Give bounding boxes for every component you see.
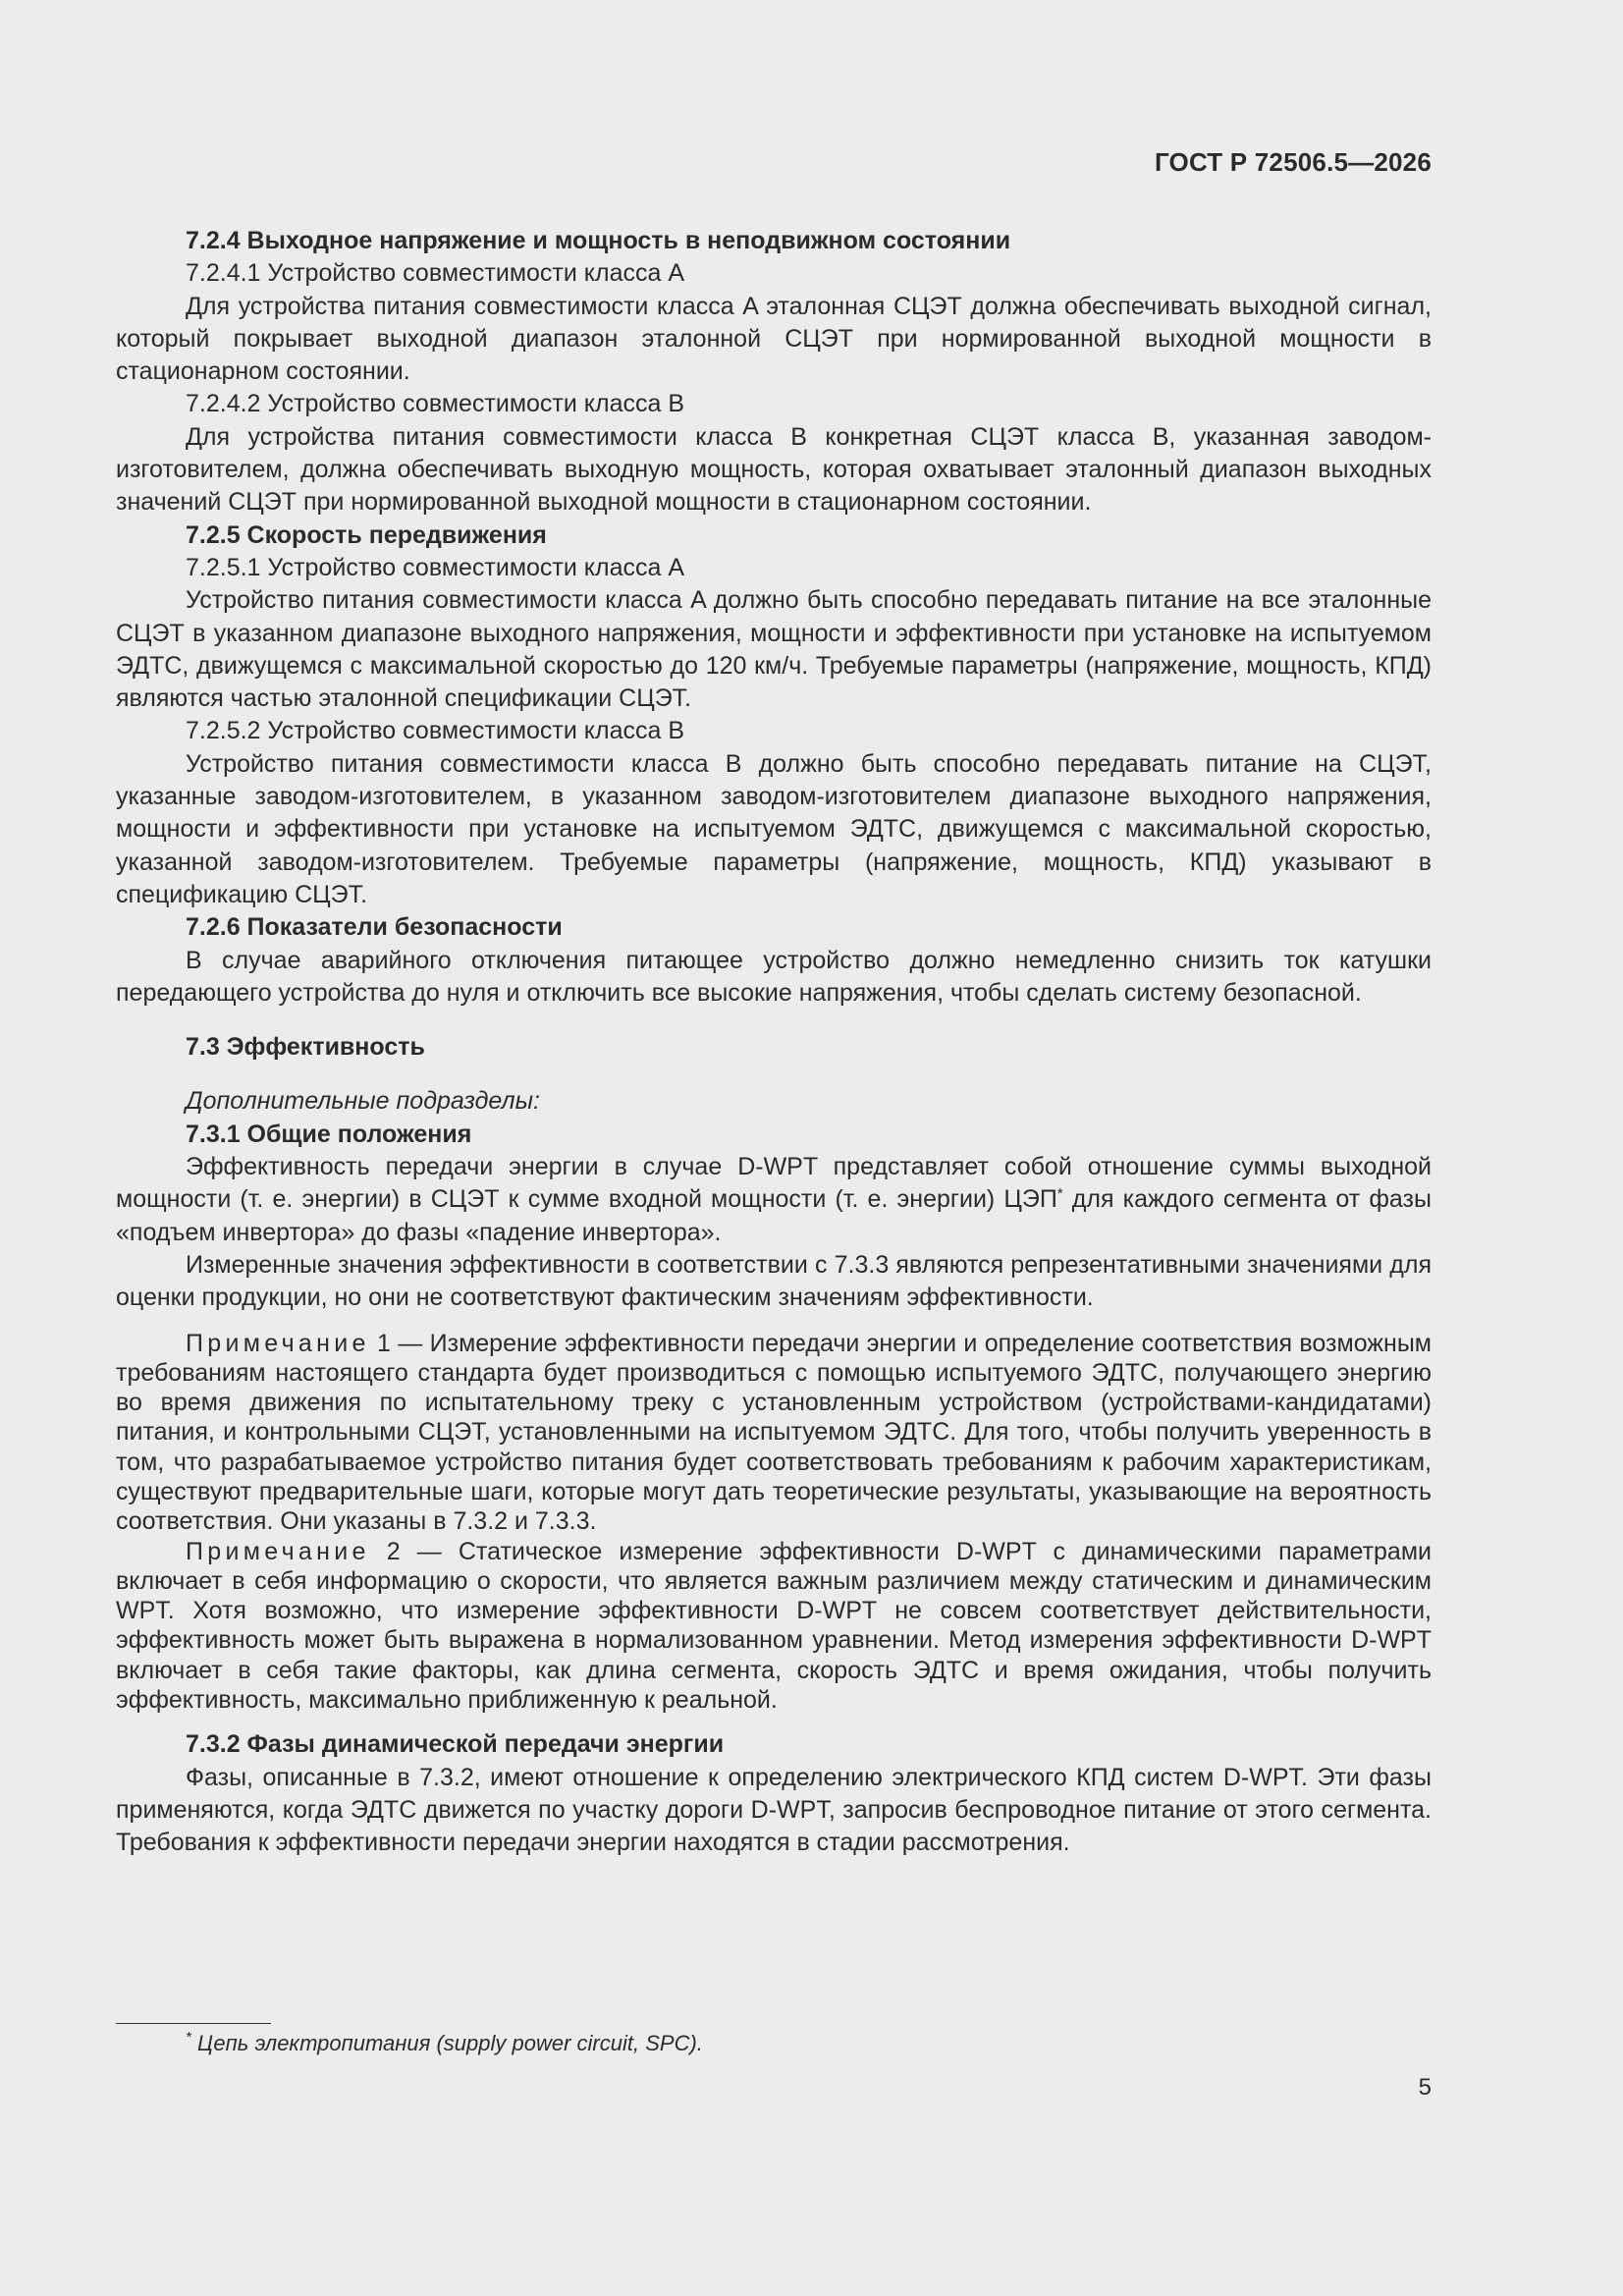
heading-7-2-6: 7.2.6 Показатели безопасности (186, 913, 563, 942)
footnote-ref-mark: * (1056, 1185, 1063, 1203)
heading-7-3: 7.3 Эффективность (186, 1033, 425, 1062)
footnote-separator (116, 2023, 271, 2024)
paragraph-7-3-1-b: Измеренные значения эффективности в соответствии с 7.3.3 являются репрезентативными значениями для оценки продукции, но они не соответствуют фактическим значениям эффективности. (116, 1250, 1432, 1312)
page-body (116, 225, 1432, 1860)
note-2-text: 2 — Статическое измерение эффективности D-WPT с динамическими параметрами включает в себя информацию о скорости, что является важным различием между статическим и динамическим WPT. Хотя возможно, что измерение эффективности D-WPT не совсем соответствует действительности, эффективность может быть выражена в нормализованном уравнении. Метод измерения эффективности D-WPT включает в себя такие факторы, как длина сегмента, скорость ЭДТС и время ожидания, чтобы получить эффективность, максимально приближенную к реальной. (116, 1537, 1432, 1715)
note-2-label: Примечание (186, 1537, 370, 1565)
subheading-7-2-5-2: 7.2.5.2 Устройство совместимости класса B (186, 717, 685, 745)
paragraph-7-2-6: В случае аварийного отключения питающее устройство должно немедленно снизить ток катушки передающего устройства до нуля и отключить все высокие напряжения, чтобы сделать систему безопасной. (116, 946, 1432, 1007)
subheading-7-2-4-2: 7.2.4.2 Устройство совместимости класса B (186, 390, 685, 418)
paragraph-7-3-1-a-tail: для каждого сегмента от фазы «подъем инвертора» до фазы «падение инвертора». (116, 1185, 1432, 1246)
paragraph-7-3-1-a-text: Эффективность передачи энергии в случае D-WPT представляет собой отношение суммы выходной мощности (т. е. энергии) в СЦЭТ к сумме входной мощности (т. е. энергии) ЦЭП (116, 1153, 1432, 1214)
note-1-text: 1 — Измерение эффективности передачи энергии и определение соответствия возможным требованиям настоящего стандарта будет производиться с помощью испытуемого ЭДТС, получающего энергию во время движения по испытательному треку с установленным устройством (устройствами-кандидатами) питания, и контрольными СЦЭТ, установленными на испытуемом ЭДТС. Для того, чтобы получить уверенность в том, что разрабатываемое устройство питания будет соответствовать требованиям к рабочим характеристикам, существуют предварительные шаги, которые могут дать теоретические результаты, указывающие на вероятность соответствия. Они указаны в 7.3.2 и 7.3.3. (116, 1329, 1432, 1536)
page-number: 5 (1418, 2074, 1432, 2101)
heading-7-2-5: 7.2.5 Скорость передвижения (186, 520, 547, 549)
paragraph-7-2-4-1: Для устройства питания совместимости класса A эталонная СЦЭТ должна обеспечивать выходной сигнал, который покрывает выходной диапазон эталонной СЦЭТ при нормированной выходной мощности в стационарном состоянии. (116, 292, 1432, 386)
footnote (186, 2031, 703, 2056)
additional-subsections-label: Дополнительные подразделы: (186, 1087, 540, 1116)
heading-7-3-2: 7.3.2 Фазы динамической передачи энергии (186, 1730, 725, 1759)
heading-7-3-1: 7.3.1 Общие положения (186, 1120, 472, 1148)
paragraph-7-2-4-2: Для устройства питания совместимости класса B конкретная СЦЭТ класса B, указанная заводом-изготовителем, должна обеспечивать выходную мощность, которая охватывает эталонный диапазон выходных значений СЦЭТ при нормированной выходной мощности в стационарном состоянии. (116, 422, 1432, 517)
subheading-7-2-5-1: 7.2.5.1 Устройство совместимости класса A (186, 553, 685, 581)
footnote-mark: * (186, 2029, 191, 2046)
note-1-label: Примечание (186, 1329, 370, 1357)
subheading-7-2-4-1: 7.2.4.1 Устройство совместимости класса A (186, 259, 685, 288)
paragraph-7-3-1-a (116, 1151, 1432, 1249)
paragraph-7-3-2: Фазы, описанные в 7.3.2, имеют отношение к определению электрического КПД систем D-WPT. Эти фазы применяются, когда ЭДТС движется по участку дороги D-WPT, запросив беспроводное питание от этого сегмента. Требования к эффективности передачи энергии находятся в стадии рассмотрения. (116, 1763, 1432, 1857)
heading-7-2-4: 7.2.4 Выходное напряжение и мощность в неподвижном состоянии (186, 227, 1011, 254)
note-1 (116, 1329, 1432, 1537)
footnote-text: Цепь электропитания (supply power circuit, SPC). (190, 2031, 703, 2055)
paragraph-7-2-5-2: Устройство питания совместимости класса B должно быть способно передавать питание на СЦЭТ, указанные заводом-изготовителем, в указанном заводом-изготовителем диапазоне выходного напряжения, мощности и эффективности при установке на испытуемом ЭДТС, движущемся с максимальной скоростью, указанной заводом-изготовителем. Требуемые параметры (напряжение, мощность, КПД) указывают в спецификацию СЦЭТ. (116, 749, 1432, 908)
standard-code: ГОСТ Р 72506.5—2026 (1154, 147, 1432, 177)
note-2 (116, 1537, 1432, 1716)
paragraph-7-2-5-1: Устройство питания совместимости класса A должно быть способно передавать питание на все эталонные СЦЭТ в указанном диапазоне выходного напряжения, мощности и эффективности при установке на испытуемом ЭДТС, движущемся с максимальной скоростью до 120 км/ч. Требуемые параметры (напряжение, мощность, КПД) являются частью эталонной спецификации СЦЭТ. (116, 586, 1432, 713)
